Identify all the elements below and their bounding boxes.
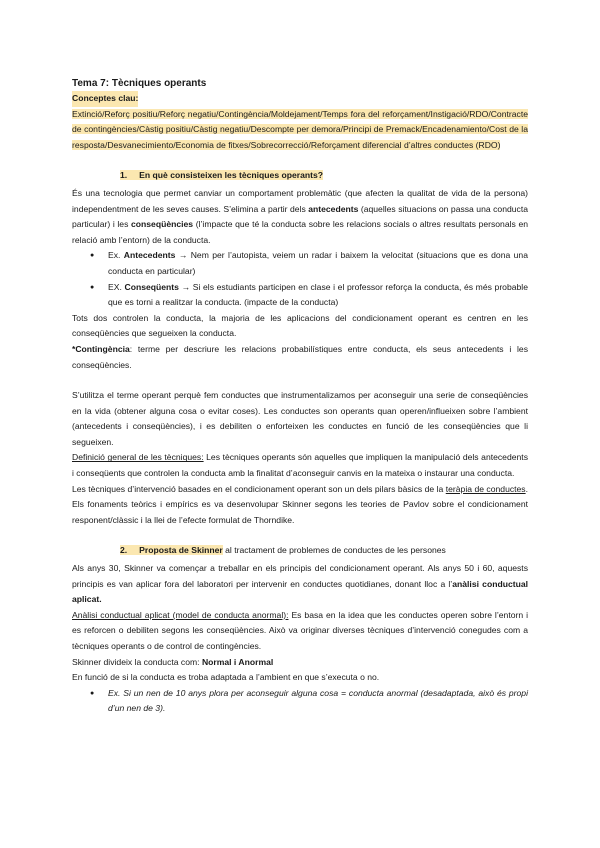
term-behavior-therapy: teràpia de conductes xyxy=(445,483,526,494)
section-2-paragraph-4: En funció de si la conducta es troba adaptada a l’ambient en que s’executa o no. xyxy=(72,672,380,683)
section-1-paragraph-2: Tots dos controlen la conducta, la majoria de les aplicacions del condicionament operant es centren en les conseqüències que segueixen la conducta. xyxy=(72,312,528,339)
text-run: (aquelles situacions on passa una conducta particular) i les xyxy=(72,203,528,230)
section-1-paragraph-4: S’utilitza el terme operant perquè fem conductes que instrumentalizamos per aconseguir una serie de conseqüències en la vida (obtener alguna cosa o evitar coses). Les conductes son operants quan operen/influeixen sobre l’ambient (antecedents i conseqüències), i es debiliten o enforteixen les conductes en funció de les conseqüències que li segueixen. xyxy=(72,390,528,447)
term-antecedents: Antecedents xyxy=(123,250,176,261)
text-run: Les tècniques operants són aquelles que impliquen la manipulació dels antecedents i conseqüents que controlen la conducta amb la finalitat d’aconseguir canvis en la mateixa o instaurar una conducta. xyxy=(72,452,528,479)
section-2-heading xyxy=(120,543,528,559)
key-concepts-label: Conceptes clau: xyxy=(72,91,138,107)
section-1-title: En què consisteixen les tècniques operants? xyxy=(139,170,324,181)
definition-label: Definició general de les tècniques: xyxy=(72,452,204,463)
section-2-number: 2. xyxy=(120,545,128,556)
section-2-title-rest: al tractament de problemes de conductes de les persones xyxy=(222,545,446,556)
list-item: ● Ex. Si un nen de 10 anys plora per aconseguir alguna cosa = conducta anormal (desadaptada, això és propi d’un nen de 3). xyxy=(108,686,528,717)
text-run: Als anys 30, Skinner va començar a treballar en els principis del condicionament operant. Als anys 50 i 60, aquests principis es van aplicar fora del laboratori per intervenir en conductes quotidianes, donant lloc a l’ xyxy=(72,563,528,589)
text-run: Ex. xyxy=(108,250,124,261)
term-consequences: conseqüències xyxy=(131,219,194,230)
section-1-paragraph-6 xyxy=(72,482,528,529)
term-contingency: *Contingència xyxy=(72,343,130,354)
term-applied-behavior-analysis: anàlisi conductual aplicat. xyxy=(72,578,529,605)
text-run: → Nem per l’autopista, veiem un radar i baixem la velocitat (situacions que es dona una conducta en particular) xyxy=(108,250,528,276)
text-run: : terme per descriure les relacions probabilístiques entre conducta, els seus antecedents i les conseqüències. xyxy=(72,343,528,370)
text-run: EX. xyxy=(108,281,125,292)
document-title: Tema 7: Tècniques operants xyxy=(72,78,207,89)
document-page xyxy=(72,76,528,717)
list-item xyxy=(108,248,528,279)
key-concepts-block xyxy=(72,91,528,153)
general-definition xyxy=(72,450,528,481)
text-run: (l’impacte que té la conducta sobre les relacions socials o altres resultats personals en relació amb l’entorn) de la conducta. xyxy=(72,219,528,245)
section-2-examples-list xyxy=(72,686,528,717)
section-2-paragraph-2 xyxy=(72,608,528,655)
list-item xyxy=(108,280,528,311)
section-1-paragraph-1 xyxy=(72,186,528,248)
examples-list xyxy=(72,248,528,310)
key-concepts-list: Extinció/Reforç positiu/Reforç negatiu/Contingència/Moldejament/Temps fora del reforçament/Instigació/RDO/Contracte de contingències/Càstig positiu/Càstig negatiu/Descompte per demora/Principi de Premack/Encadenamiento/Cost de la resposta/Desvanecimiento/Economia de fitxes/Sobrecorrecció/Reforçament diferencial d’altres conductes (RDO) xyxy=(72,108,528,150)
section-2-paragraph-1 xyxy=(72,561,528,608)
section-1-heading xyxy=(120,168,528,184)
text-run: → Si els estudiants participen en clase i el professor reforça la conducta, és més probable que es torni a realitzar la conducta. (impacte de la conducta) xyxy=(108,281,528,308)
section-2-title: Proposta de Skinner xyxy=(139,545,223,556)
text-run: Es basa en la idea que les conductes operen sobre l’entorn i es reforcen o debiliten segons les conseqüències. Això va originar diverses tècniques d’intervenció conegudes com a tècniques operants o de control de contingències. xyxy=(72,609,528,651)
text-run: És una tecnologia que permet canviar un comportament problemàtic (que afecten la qualitat de vida de la persona) independentment de les seves causes. S’elimina a partir dels xyxy=(72,187,528,214)
section-2-paragraph-3 xyxy=(72,655,528,671)
term-antecedents: antecedents xyxy=(308,203,359,214)
section-1-number: 1. xyxy=(120,170,128,181)
definition-label: Anàlisi conductual aplicat (model de conducta anormal): xyxy=(72,609,289,620)
term-normal-abnormal: Normal i Anormal xyxy=(201,656,274,667)
term-consequents: Conseqüents xyxy=(124,281,179,292)
text-run: Skinner divideix la conducta com: xyxy=(72,656,202,667)
contingency-definition xyxy=(72,342,528,373)
text-run: . Els fonaments teòrics i empírics es va desenvolupar Skinner segons les teories de Pavlov sobre el condicionament responent/clàssic i la llei de l’efecte formulat de Thorndike. xyxy=(72,483,528,525)
text-run: Les tècniques d’intervenció basades en el condicionament operant son un dels pilars bàsics de la xyxy=(72,483,446,494)
